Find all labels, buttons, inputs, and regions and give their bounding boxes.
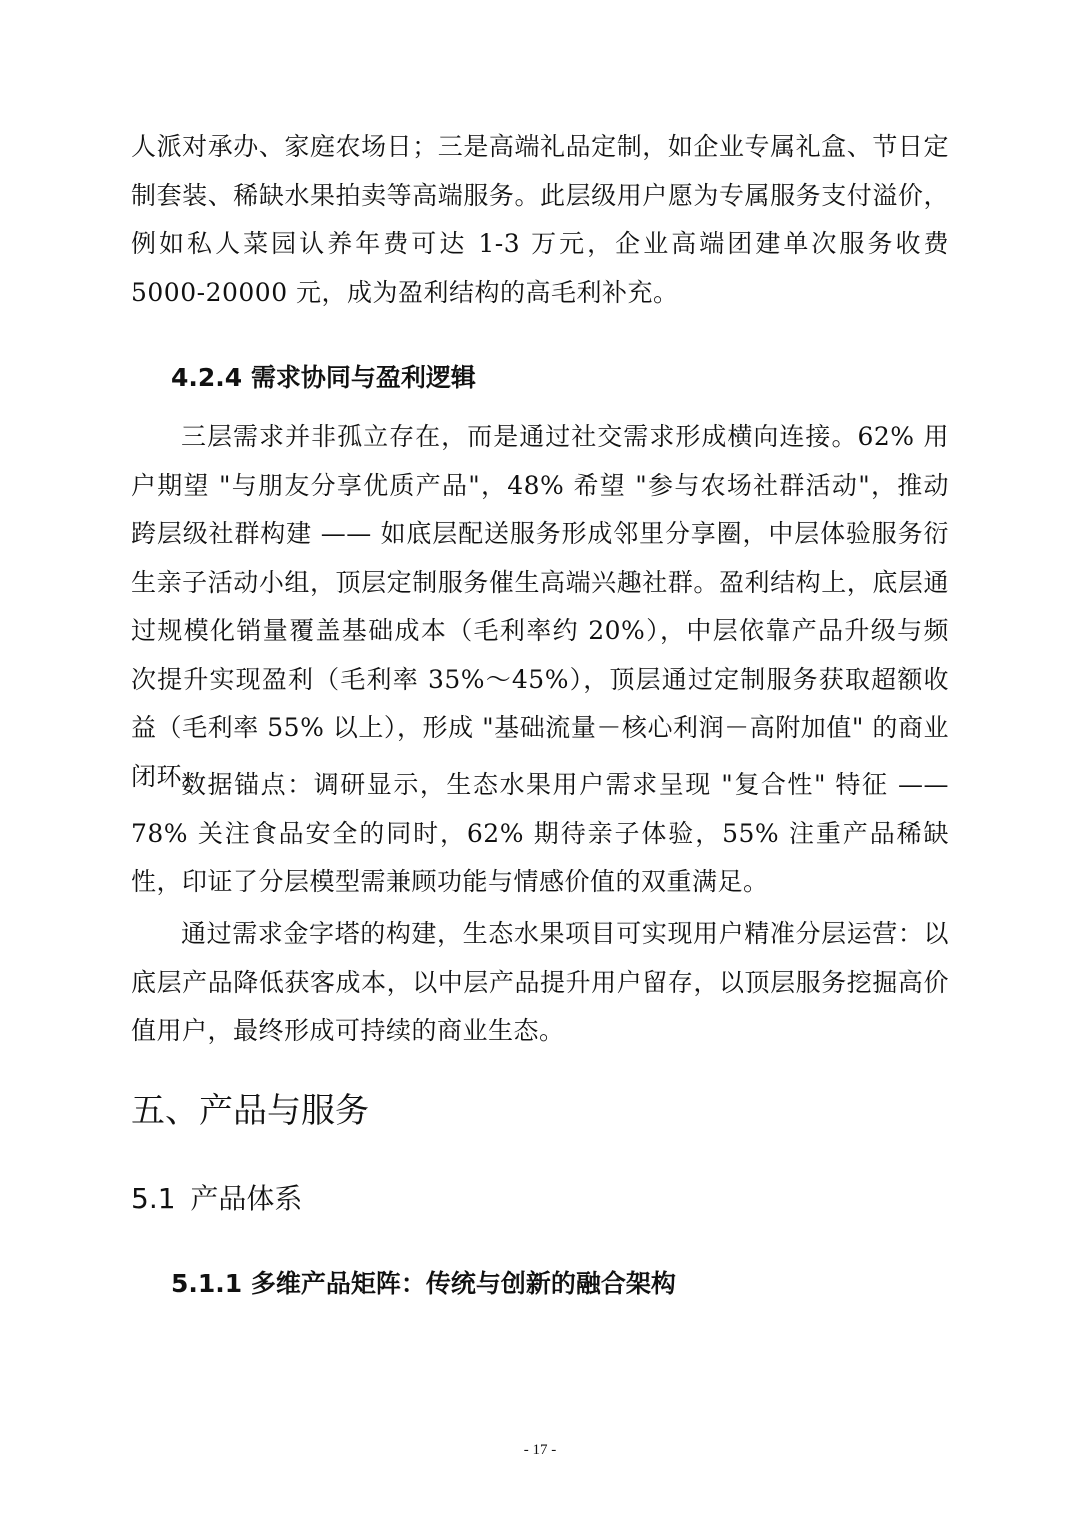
paragraph-pyramid-summary: 通过需求金字塔的构建，生态水果项目可实现用户精准分层运营：以底层产品降低获客成本，以中层产品提升用户留存，以顶层服务挖掘高价值用户，最终形成可持续的商业生态。 [131, 919, 949, 1045]
page-number: - 17 - [523, 1442, 557, 1458]
heading-4-2-4: 4.2.4 需求协同与盈利逻辑 [171, 363, 476, 392]
paragraph-demand-synergy: 三层需求并非孤立存在，而是通过社交需求形成横向连接。62% 用户期望 "与朋友分享优质产品"，48% 希望 "参与农场社群活动"，推动跨层级社群构建 —— 如底层配送服务形成邻里分享圈，中层体验服务衍生亲子活动小组，顶层定制服务催生高端兴趣社群。盈利结构上，底层通过规模化销量覆盖基础成本（毛利率约 20%），中层依靠产品升级与频次提升实现盈利（毛利率 35%～45%），顶层通过定制服务获取超额收益（毛利率 55% 以上），形成 "基础流量－核心利润－高附加值" 的商业闭环。 [131, 422, 949, 791]
section-5-1-title: 5.1 产品体系 [131, 1182, 303, 1215]
paragraph-high-end-services: 人派对承办、家庭农场日；三是高端礼品定制，如企业专属礼盒、节日定制套装、稀缺水果拍卖等高端服务。此层级用户愿为专属服务支付溢价，例如私人菜园认养年费可达 1-3 万元，企业高端团建单次服务收费 5000-20000 元，成为盈利结构的高毛利补充。 [131, 132, 949, 307]
chapter-5-title: 五、产品与服务 [131, 1091, 369, 1131]
heading-5-1-1: 5.1.1 多维产品矩阵：传统与创新的融合架构 [171, 1269, 676, 1298]
paragraph-data-anchor: 数据锚点：调研显示，生态水果用户需求呈现 "复合性" 特征 ——78% 关注食品安全的同时，62% 期待亲子体验，55% 注重产品稀缺性，印证了分层模型需兼顾功能与情感价值的双重满足。 [131, 770, 949, 896]
